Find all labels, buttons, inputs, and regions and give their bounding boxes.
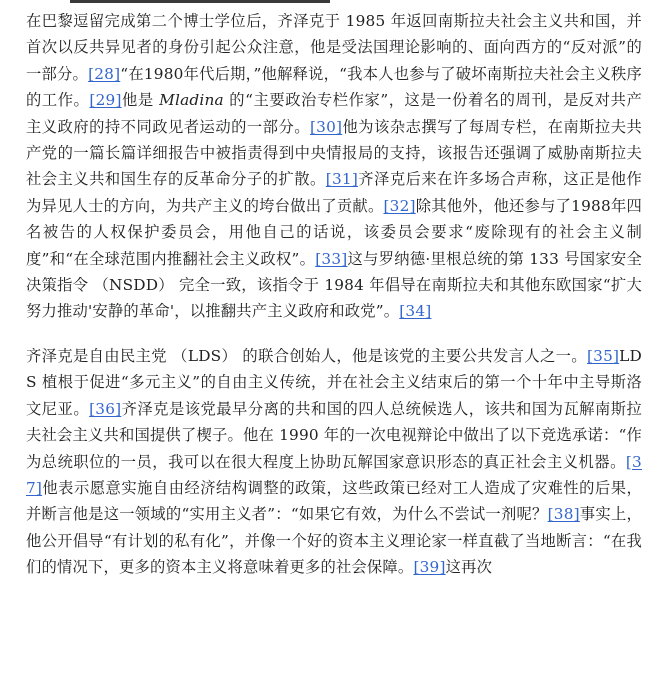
text-segment: 事实上，他公开倡导“有计划的私有化”，并像一个好的资本主义理论家一样直截了当地断言：“在我们的情况下，更多的资本主义将意味着更多的社会保障。 — [26, 505, 642, 577]
citation-36[interactable]: [36] — [89, 399, 122, 418]
text-segment: 的“主要政治专栏作家”，这是一份着名的周刊，是反对共产主义政府的持不同政见者运动的一部分。 — [26, 91, 642, 136]
citation-33[interactable]: [33] — [315, 249, 348, 268]
text-segment: 齐泽克是该党最早分离的共和国的四人总统候选人，该共和国为瓦解南斯拉夫社会主义共和国提供了楔子。他在 1990 年的一次电视辩论中做出了以下竞选承诺：“作为总统职位的一员，我可以在很大程度上协助瓦解国家意识形态的真正社会主义机器。 — [26, 399, 642, 471]
top-edge-strip — [70, 0, 330, 3]
citation-38[interactable]: [38] — [547, 505, 580, 524]
paragraph-lds — [26, 343, 642, 581]
text-segment: 除其他外，他还参与了1988年四名被告的人权保护委员会，用他自己的话说，该委员会要求“废除现有的社会主义制度”和“在全球范围内推翻社会主义政权”。 — [26, 196, 642, 268]
citation-37[interactable]: [37] — [26, 452, 642, 497]
citation-39[interactable]: [39] — [413, 558, 446, 577]
citation-29[interactable]: [29] — [89, 91, 122, 110]
text-segment: 在巴黎逗留完成第二个博士学位后，齐泽克于 1985 年返回南斯拉夫社会主义共和国，并首次以反共异见者的身份引起公众注意，他是受法国理论影响的、面向西方的“反对派”的一部分。 — [26, 12, 642, 83]
text-segment: 他为该杂志撰写了每周专栏，在南斯拉夫共产党的一篇长篇详细报告中被指责得到中央情报局的支持，该报告还强调了威胁南斯拉夫社会主义共和国生存的反革命分子的扩散。 — [26, 117, 642, 189]
text-segment: 这再次 — [445, 558, 493, 577]
citation-31[interactable]: [31] — [325, 170, 358, 189]
text-segment: 他表示愿意实施自由经济结构调整的政策，这些政策已经对工人造成了灾难性的后果，并断言他是这一领域的“实用主义者”：“如果它有效，为什么不尝试一剂呢？ — [26, 478, 642, 524]
mladina-title: Mladina — [159, 91, 224, 110]
citation-28[interactable]: [28] — [88, 64, 121, 83]
text-segment: LDS 植根于促进“多元主义”的自由主义传统，并在社会主义结束后的第一个十年中主导斯洛文尼亚。 — [26, 346, 642, 418]
citation-32[interactable]: [32] — [383, 196, 416, 215]
citation-35[interactable]: [35] — [586, 346, 620, 365]
text-segment: 这与罗纳德·里根总统的第 133 号国家安全决策指令 （NSDD） 完全一致，该指令于 1984 年倡导在南斯拉夫和其他东欧国家“扩大努力推动'安静的革命'，以推翻共产主义政府和政党”。 — [26, 249, 643, 321]
text-segment: “在1980年代后期，”他解释说，“我本人也参与了破坏南斯拉夫社会主义秩序的工作。 — [26, 64, 642, 110]
paragraph-dissident — [26, 8, 642, 325]
text-segment: 齐泽克后来在许多场合声称，这正是他作为异见人士的方向，为共产主义的垮台做出了贡献。 — [26, 170, 642, 215]
citation-34[interactable]: [34] — [399, 302, 432, 321]
citation-30[interactable]: [30] — [310, 117, 343, 136]
text-segment: 他是 — [121, 91, 160, 110]
text-segment: 齐泽克是自由民主党 （LDS） 的联合创始人，他是该党的主要公共发言人之一。 — [26, 346, 587, 365]
article-body — [26, 8, 642, 599]
